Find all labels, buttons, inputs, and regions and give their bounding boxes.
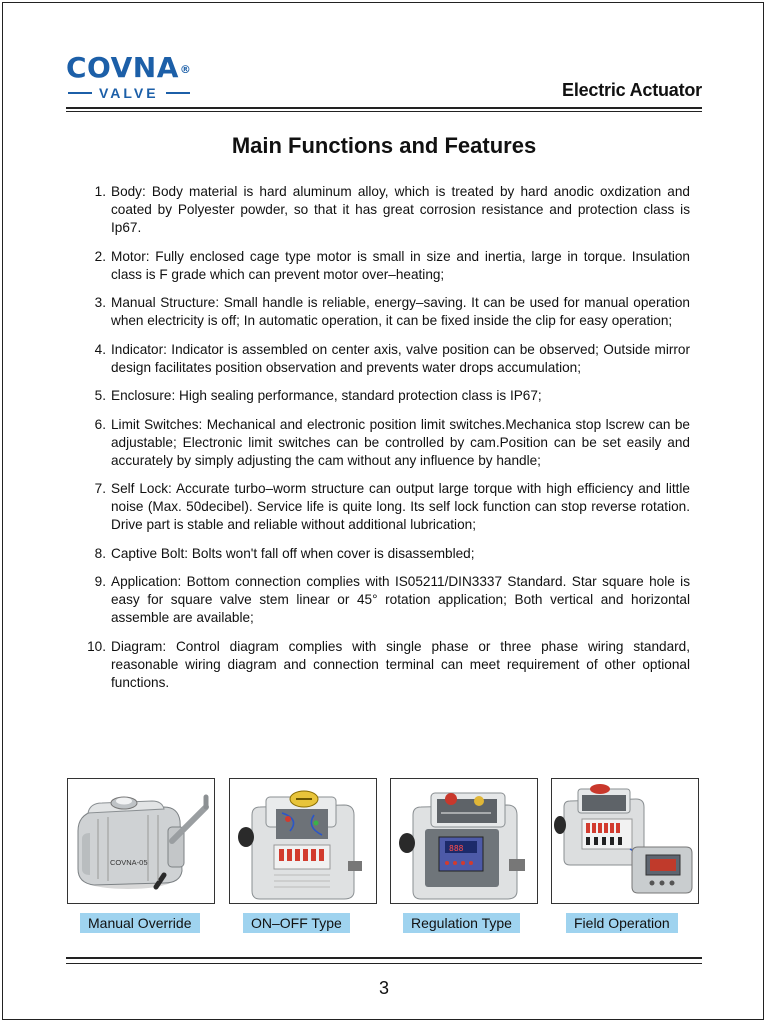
caption-on-off-type: ON–OFF Type [243, 913, 350, 933]
feature-number: 1. [94, 184, 106, 199]
page-title: Main Functions and Features [231, 133, 537, 158]
header-title: Electric Actuator [562, 80, 702, 100]
feature-number: 10. [87, 638, 106, 654]
feature-text: Enclosure: High sealing performance, standard protection class is IP67; [111, 388, 542, 403]
feature-number: 5. [94, 388, 106, 403]
feature-text: Limit Switches: Mechanical and electronic position limit switches.Mechanica stop lscrew can be adjustable; Electronic limit switches can be controlled by cam.Position can be set easily and accurately by simply adjusting the cam without any influence by handle; [111, 416, 690, 468]
footer-rule [66, 957, 702, 959]
feature-text: Body: Body material is hard aluminum alloy, which is treated by hard anodic oxdization and coated by Polyester powder, so that it has great corrosion resistance and protection class is Ip67. [111, 184, 690, 235]
product-image-on-off-type [229, 778, 377, 904]
feature-text: Self Lock: Accurate turbo–worm structure can output large torque with high efficiency and little noise (Max. 50decibel). Service life is quite long. Its self lock function can stop reverse rotation. Drive part is stable and reliable without additional lubrication; [111, 481, 690, 532]
feature-text: Captive Bolt: Bolts won't fall off when cover is disassembled; [111, 545, 475, 561]
caption-regulation-type: Regulation Type [403, 913, 520, 933]
feature-item [80, 341, 690, 377]
footer-rule-thin [66, 963, 702, 964]
logo-dash-left [68, 92, 92, 94]
feature-number: 6. [94, 416, 106, 432]
feature-number: 7. [94, 481, 106, 496]
feature-item [80, 416, 690, 470]
product-gallery [67, 778, 703, 938]
header-rule [66, 107, 702, 109]
feature-item [80, 183, 690, 237]
product-image-field-operation [551, 778, 699, 904]
logo-sub: VALVE [99, 85, 159, 101]
feature-item [80, 573, 690, 627]
feature-list [80, 183, 690, 702]
feature-item [80, 480, 690, 534]
logo-dash-right [166, 92, 190, 94]
feature-text: Application: Bottom connection complies with IS05211/DIN3337 Standard. Star square hole is easy for square valve stem linear or 45° rotation application; Both vertical and horizontal assemble are available; [111, 574, 690, 625]
feature-number: 8. [94, 545, 106, 561]
feature-number: 9. [94, 574, 106, 589]
feature-item [80, 248, 690, 284]
feature-item [80, 294, 690, 330]
feature-number: 4. [94, 341, 106, 357]
feature-text: Manual Structure: Small handle is reliable, energy–saving. It can be used for manual operation when electricity is off; In automatic operation, it can be fixed inside the clip for easy operation; [111, 295, 690, 328]
page-number: 3 [378, 978, 389, 998]
feature-item [80, 638, 690, 692]
header-rule-thin [66, 111, 702, 112]
covna-logo [66, 52, 216, 101]
feature-text: Diagram: Control diagram complies with single phase or three phase wiring standard, reasonable wiring diagram and connection terminal can meet requirement of other optional functions. [111, 638, 690, 690]
caption-field-operation: Field Operation [566, 913, 678, 933]
feature-item [80, 545, 690, 563]
product-image-regulation-type [390, 778, 538, 904]
feature-item [80, 387, 690, 405]
svg-text:888: 888 [449, 844, 464, 853]
feature-text: Motor: Fully enclosed cage type motor is small in size and inertia, large in torque. Insulation class is F grade which can prevent motor over–heating; [111, 248, 690, 282]
logo-registered-mark: ® [179, 63, 192, 76]
feature-text: Indicator: Indicator is assembled on center axis, valve position can be observed; Outside mirror design facilitates position observation and prevents water drops accumulation; [111, 341, 690, 375]
device-label: COVNA-05 [110, 858, 148, 867]
caption-manual-override: Manual Override [80, 913, 200, 933]
product-image-manual-override [67, 778, 215, 904]
feature-number: 2. [94, 248, 106, 264]
logo-brand: COVNA [66, 51, 179, 84]
feature-number: 3. [94, 295, 106, 310]
